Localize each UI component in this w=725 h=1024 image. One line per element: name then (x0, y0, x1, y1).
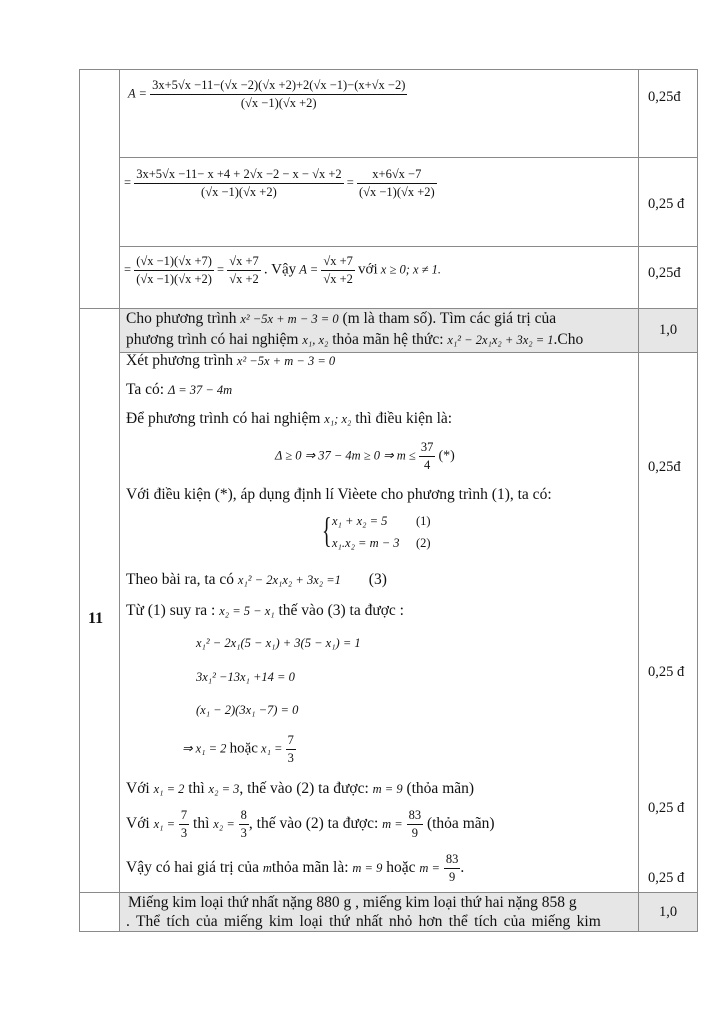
row2-numerator2: x+6√x −7 (357, 167, 437, 184)
case1 (126, 780, 474, 798)
row3-fraction2 (227, 254, 261, 287)
equals-sign: = (346, 175, 354, 190)
step-viete (126, 486, 552, 504)
fraction-37-4 (419, 440, 436, 473)
step-text: Theo bài ra, ta có (126, 571, 235, 588)
step-text: , thế vào (2) ta được: (248, 815, 379, 833)
root-equation: x₁ = (261, 741, 283, 756)
step-equation: x₁; x₂ (324, 412, 352, 426)
row2-fraction1 (134, 167, 343, 200)
step-equation: x₁ = (153, 817, 176, 832)
table-border-right (697, 69, 698, 932)
row2-denominator2: (√x −1)(√x +2) (358, 185, 435, 199)
q12-prompt-line2: . Thể tích của miếng kim loại thứ nhất nhỏ hơn thể tích của miếng kim (126, 913, 601, 930)
step-text: thì (188, 780, 205, 797)
step-text: thỏa mãn là: (271, 859, 349, 877)
prompt-text: (m là tham số). Tìm các giá trị của (342, 310, 557, 327)
step-score-2: 0,25 đ (648, 664, 685, 680)
system-equation: x₁.x₂ = m − 3 (332, 536, 400, 550)
fraction-83-9 (407, 808, 424, 841)
fraction-8-3 (239, 808, 249, 841)
row3-numerator2: √x +7 (227, 254, 261, 271)
system-row (332, 536, 400, 551)
step-text: Ta có: (126, 381, 165, 398)
table-border-left (79, 69, 80, 932)
denominator: 9 (448, 870, 456, 884)
denominator: 9 (411, 826, 418, 840)
step-equation: x₂ = (213, 817, 235, 832)
system-tag: (2) (416, 536, 431, 550)
roots-result (182, 733, 296, 766)
step-equation: m = 9 (372, 782, 403, 796)
prompt-text: thỏa mãn hệ thức: (332, 331, 444, 348)
step-consider (126, 352, 335, 370)
row3-numerator3: √x +7 (321, 254, 355, 271)
A-label: A = (128, 86, 147, 101)
table-border-bottom (79, 931, 698, 932)
numerator: 83 (407, 808, 424, 825)
step-substitute (126, 602, 404, 620)
step-score-4: 0,25 đ (648, 870, 685, 886)
step-score-1: 0,25đ (648, 459, 681, 475)
case2 (126, 808, 495, 841)
denominator: 3 (240, 826, 247, 840)
row3-denominator2: √x +2 (229, 272, 259, 286)
step-text: Vậy có hai giá trị của (126, 859, 259, 877)
step-given (126, 571, 387, 589)
q12-score: 1,0 (659, 904, 678, 920)
row2-denominator1: (√x −1)(√x +2) (201, 185, 277, 199)
numerator: 37 (419, 440, 436, 457)
step-equation: Δ = 37 − 4m (167, 383, 233, 397)
fraction-7-3 (179, 808, 189, 841)
step-text: , thế vào (2) ta được: (239, 780, 369, 797)
step-text: thì điều kiện là: (355, 410, 453, 427)
step-text: (thỏa mãn) (426, 815, 495, 833)
step-equation: x₁ = 2 (153, 782, 185, 796)
q11-score: 1,0 (659, 322, 678, 338)
step-condition (126, 410, 452, 428)
numerator: 8 (239, 808, 249, 825)
row2-equation (124, 167, 437, 200)
prompt-roots: x₁, x₂ (302, 333, 329, 347)
step-text: thế vào (3) ta được : (278, 602, 404, 619)
step-equation: m = (382, 817, 403, 832)
step-discriminant (126, 381, 232, 399)
row2-fraction2 (357, 167, 437, 200)
system-equation: x₁ + x₂ = 5 (332, 514, 388, 528)
step-text: Với (126, 780, 150, 797)
prompt-text: .Cho (553, 331, 584, 348)
row1-equation (128, 78, 407, 111)
q12-prompt-line1: Miếng kim loại thứ nhất nặng 880 g , miếng kim loại thứ hai nặng 858 g (128, 894, 577, 911)
prompt-text: Cho phương trình (126, 310, 237, 327)
step-text: (thỏa mãn) (406, 780, 475, 797)
quadratic-equation: 3x₁² −13x₁ +14 = 0 (196, 670, 295, 684)
step-score-3: 0,25 đ (648, 800, 685, 816)
numerator: 7 (179, 808, 189, 825)
fraction-83-9 (444, 852, 461, 885)
or-text: hoặc (386, 859, 416, 877)
table-divider-col1 (119, 69, 120, 932)
row1-denominator: (√x −1)(√x +2) (240, 96, 317, 110)
step-text: Để phương trình có hai nghiệm (126, 410, 321, 427)
prompt-equation: x² −5x + m − 3 = 0 (240, 312, 339, 326)
system-row (332, 514, 387, 529)
row3-equation (124, 254, 441, 287)
row3-score: 0,25đ (648, 265, 681, 281)
period: . (460, 859, 465, 877)
numerator: 7 (286, 733, 296, 750)
expand-equation: x₁² − 2x₁(5 − x₁) + 3(5 − x₁) = 1 (196, 636, 361, 650)
step-text: Từ (1) suy ra : (126, 602, 216, 619)
row3-denominator1: (√x −1)(√x +2) (136, 272, 212, 286)
prompt-relation: x₁² − 2x₁x₂ + 3x₂ = 1 (447, 333, 554, 347)
step-equation: x² −5x + m − 3 = 0 (236, 354, 336, 368)
step-equation: x₂ = 5 − x₁ (219, 604, 275, 618)
step-text: thì (193, 815, 210, 833)
row3-numerator1: (√x −1)(√x +7) (134, 254, 214, 271)
row1-score: 0,25đ (648, 89, 681, 105)
step-text: Xét phương trình (126, 352, 234, 369)
equals-sign: = (124, 262, 132, 277)
step-equation: m = (419, 861, 440, 876)
denominator: 3 (180, 826, 188, 840)
denominator: 4 (424, 458, 431, 472)
row-divider (79, 308, 698, 309)
step-equation: Δ ≥ 0 ⇒ 37 − 4m ≥ 0 ⇒ m ≤ (275, 448, 416, 463)
step-equation: m = 9 (352, 861, 383, 876)
step-inequality (275, 440, 455, 473)
equation-tag: (3) (368, 571, 387, 588)
numerator: 83 (444, 852, 461, 869)
row1-numerator: 3x+5√x −11−(√x −2)(√x +2)+2(√x −1)−(x+√x −2) (150, 78, 407, 95)
step-variable: m (262, 861, 272, 876)
domain-condition: x ≥ 0; x ≠ 1. (380, 262, 442, 277)
q11-prompt-line1 (126, 310, 634, 328)
equals-sign: = (124, 175, 132, 190)
row-divider (119, 246, 698, 247)
root-equation: ⇒ x₁ = 2 (182, 741, 227, 756)
fraction-7-3 (286, 733, 296, 766)
row3-denominator3: √x +2 (323, 272, 353, 286)
A-label: A = (299, 262, 319, 277)
question-number: 11 (88, 610, 104, 627)
equation-tag: (*) (438, 448, 455, 464)
brace-icon: { (322, 510, 332, 550)
prompt-text: phương trình có hai nghiệm (126, 331, 299, 348)
q11-prompt-line2 (126, 331, 634, 349)
conclusion-text: . Vậy (263, 261, 297, 278)
system-tag: (1) (416, 514, 431, 528)
step-equation: x₁² − 2x₁x₂ + 3x₂ =1 (237, 573, 341, 587)
step-text: Với điều kiện (*), áp dụng định lí Vièete cho phương trình (1), ta có: (126, 486, 552, 503)
with-text: với (358, 261, 378, 278)
equals-sign: = (217, 262, 225, 277)
final-answer (126, 852, 464, 885)
row3-fraction1 (134, 254, 214, 287)
row2-numerator1: 3x+5√x −11− x +4 + 2√x −2 − x − √x +2 (134, 167, 343, 184)
factored-equation: (x₁ − 2)(3x₁ −7) = 0 (196, 703, 299, 717)
row1-fraction (150, 78, 407, 111)
row3-fraction3 (321, 254, 355, 287)
step-equation: x₂ = 3 (208, 782, 240, 796)
row-divider (79, 892, 698, 893)
or-text: hoặc (229, 740, 258, 757)
table-border-top (79, 69, 698, 70)
denominator: 3 (287, 751, 294, 765)
step-text: Với (126, 815, 150, 833)
row2-score: 0,25 đ (648, 196, 685, 212)
row-divider (119, 157, 698, 158)
table-divider-col2 (638, 69, 639, 932)
